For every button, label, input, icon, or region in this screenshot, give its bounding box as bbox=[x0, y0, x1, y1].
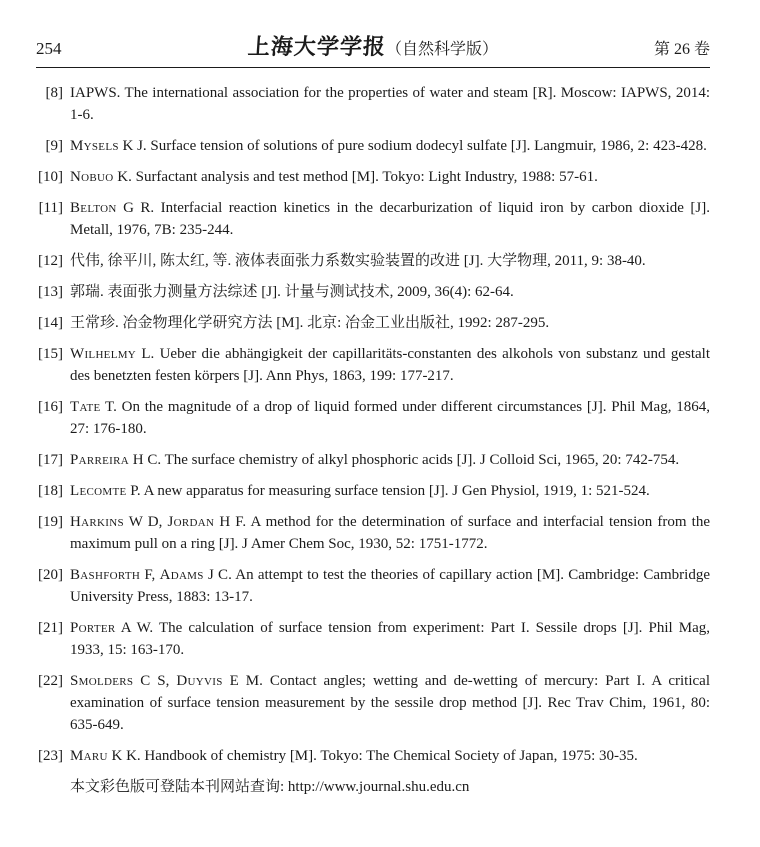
reference-text-segment: 王常珍. 冶金物理化学研究方法 [M]. 北京: 冶金工业出版社, 1992: 287-295. bbox=[70, 315, 550, 331]
reference-text bbox=[70, 82, 710, 126]
author-name-smallcaps: Bashforth bbox=[70, 567, 141, 583]
reference-number: [20] bbox=[38, 567, 63, 583]
author-name-smallcaps: Porter bbox=[70, 620, 116, 636]
reference-text-segment: G R. Interfacial reaction kinetics in the decarburization of liquid iron by carbon dioxide [J]. Metall, 1976, 7B: 235-244. bbox=[70, 200, 710, 238]
reference-number: [13] bbox=[38, 284, 63, 300]
reference-item bbox=[36, 250, 710, 272]
reference-text bbox=[70, 197, 710, 241]
reference-text bbox=[70, 480, 710, 502]
header-rule bbox=[36, 67, 710, 68]
author-name-smallcaps: Parreira bbox=[70, 452, 130, 468]
reference-text bbox=[70, 281, 710, 303]
reference-number: [17] bbox=[38, 452, 63, 468]
author-name-smallcaps: Duyvis bbox=[176, 673, 223, 689]
author-name-smallcaps: Smolders bbox=[70, 673, 134, 689]
author-name-smallcaps: Nobuo bbox=[70, 169, 114, 185]
reference-text-segment: IAPWS. The international association for the properties of water and steam [R]. Moscow: IAPWS, 2014: 1-6. bbox=[70, 85, 710, 123]
reference-list bbox=[36, 82, 710, 767]
reference-number: [8] bbox=[45, 85, 63, 101]
footer-note-text: 本文彩色版可登陆本刊网站查询: bbox=[70, 779, 288, 795]
reference-item bbox=[36, 312, 710, 334]
reference-item bbox=[36, 511, 710, 555]
reference-text bbox=[70, 250, 710, 272]
reference-item bbox=[36, 166, 710, 188]
reference-item bbox=[36, 197, 710, 241]
reference-item bbox=[36, 449, 710, 471]
reference-text bbox=[70, 511, 710, 555]
reference-text bbox=[70, 396, 710, 440]
journal-title bbox=[126, 30, 620, 61]
reference-number: [19] bbox=[38, 514, 63, 530]
reference-item bbox=[36, 564, 710, 608]
reference-text-segment: H F. A method for the determination of surface and interfacial tension from the maximum pull on a ring [J]. J Amer Chem Soc, 1930, 52: 1751-1772. bbox=[70, 514, 711, 552]
reference-text bbox=[70, 135, 710, 157]
page-number: 254 bbox=[36, 39, 62, 58]
reference-text bbox=[70, 312, 710, 334]
reference-number: [21] bbox=[38, 620, 63, 636]
reference-number: [12] bbox=[38, 253, 63, 269]
reference-text-segment: K K. Handbook of chemistry [M]. Tokyo: The Chemical Society of Japan, 1975: 30-35. bbox=[107, 748, 638, 764]
reference-text bbox=[70, 449, 710, 471]
reference-number: [11] bbox=[38, 200, 63, 216]
reference-text bbox=[70, 617, 710, 661]
reference-text bbox=[70, 670, 710, 736]
reference-item bbox=[36, 745, 710, 767]
author-name-smallcaps: Mysels bbox=[70, 138, 119, 154]
reference-text-segment: 代伟, 徐平川, 陈太红, 等. 液体表面张力系数实验装置的改进 [J]. 大学物理, 2011, 9: 38-40. bbox=[70, 253, 646, 269]
reference-item bbox=[36, 617, 710, 661]
reference-item bbox=[36, 396, 710, 440]
reference-text bbox=[70, 564, 710, 608]
reference-item bbox=[36, 82, 710, 126]
reference-item bbox=[36, 135, 710, 157]
author-name-smallcaps: Maru bbox=[70, 748, 108, 764]
reference-item bbox=[36, 480, 710, 502]
reference-text-segment: P. A new apparatus for measuring surface tension [J]. J Gen Physiol, 1919, 1: 521-524. bbox=[126, 483, 650, 499]
journal-url: http://www.journal.shu.edu.cn bbox=[287, 779, 470, 795]
volume-label: 第 26 卷 bbox=[653, 41, 710, 58]
journal-title-calligraphy: 上海大学学报 bbox=[247, 34, 387, 59]
reference-text-segment: A W. The calculation of surface tension from experiment: Part I. Sessile drops [J]. Phil Mag, 1933, 15: 163-170. bbox=[70, 620, 710, 658]
page-header bbox=[36, 30, 710, 61]
reference-text-segment: J C. An attempt to test the theories of capillary action [M]. Cambridge: Cambridge University Press, 1883: 13-17. bbox=[70, 567, 710, 605]
reference-text-segment: L. Ueber die abhängigkeit der capillaritäts-constanten des alkohols von substanz und gestalt des benetzten festen körpers [J]. Ann Phys, 1863, 199: 177-217. bbox=[70, 346, 710, 384]
author-name-smallcaps: Adams bbox=[159, 567, 204, 583]
author-name-smallcaps: Tate bbox=[70, 399, 101, 415]
reference-item bbox=[36, 670, 710, 736]
reference-number: [14] bbox=[38, 315, 63, 331]
author-name-smallcaps: Belton bbox=[70, 200, 117, 216]
reference-text-segment: E M. Contact angles; wetting and de-wetting of mercury: Part I. A critical examination of surface tension measurement by the sessile drop method [J]. Rec Trav Chim, 1961, 80: 635-649. bbox=[70, 673, 710, 733]
journal-title-edition: （自然科学版） bbox=[386, 41, 499, 58]
author-name-smallcaps: Harkins bbox=[70, 514, 124, 530]
reference-text-segment: C S, bbox=[133, 673, 177, 689]
reference-item bbox=[36, 281, 710, 303]
reference-number: [10] bbox=[38, 169, 63, 185]
reference-number: [15] bbox=[38, 346, 63, 362]
author-name-smallcaps: Lecomte bbox=[70, 483, 127, 499]
reference-item bbox=[36, 343, 710, 387]
reference-text-segment: T. On the magnitude of a drop of liquid formed under different circumstances [J]. Phil Mag, 1864, 27: 176-180. bbox=[70, 399, 710, 437]
reference-text-segment: F, bbox=[140, 567, 160, 583]
reference-number: [16] bbox=[38, 399, 63, 415]
author-name-smallcaps: Jordan bbox=[167, 514, 215, 530]
reference-text bbox=[70, 745, 710, 767]
reference-text-segment: W D, bbox=[123, 514, 168, 530]
reference-number: [23] bbox=[38, 748, 63, 764]
reference-text bbox=[70, 166, 710, 188]
reference-number: [18] bbox=[38, 483, 63, 499]
reference-text-segment: K J. Surface tension of solutions of pure sodium dodecyl sulfate [J]. Langmuir, 1986, 2: 423-428. bbox=[118, 138, 707, 154]
reference-text-segment: H C. The surface chemistry of alkyl phosphoric acids [J]. J Colloid Sci, 1965, 20: 742-754. bbox=[129, 452, 680, 468]
reference-text-segment: K. Surfactant analysis and test method [M]. Tokyo: Light Industry, 1988: 57-61. bbox=[113, 169, 598, 185]
reference-text-segment: 郭瑞. 表面张力测量方法综述 [J]. 计量与测试技术, 2009, 36(4): 62-64. bbox=[70, 284, 514, 300]
reference-number: [9] bbox=[45, 138, 63, 154]
footer-note bbox=[36, 776, 710, 798]
reference-text bbox=[70, 343, 710, 387]
reference-number: [22] bbox=[38, 673, 63, 689]
author-name-smallcaps: Wilhelmy bbox=[70, 346, 137, 362]
